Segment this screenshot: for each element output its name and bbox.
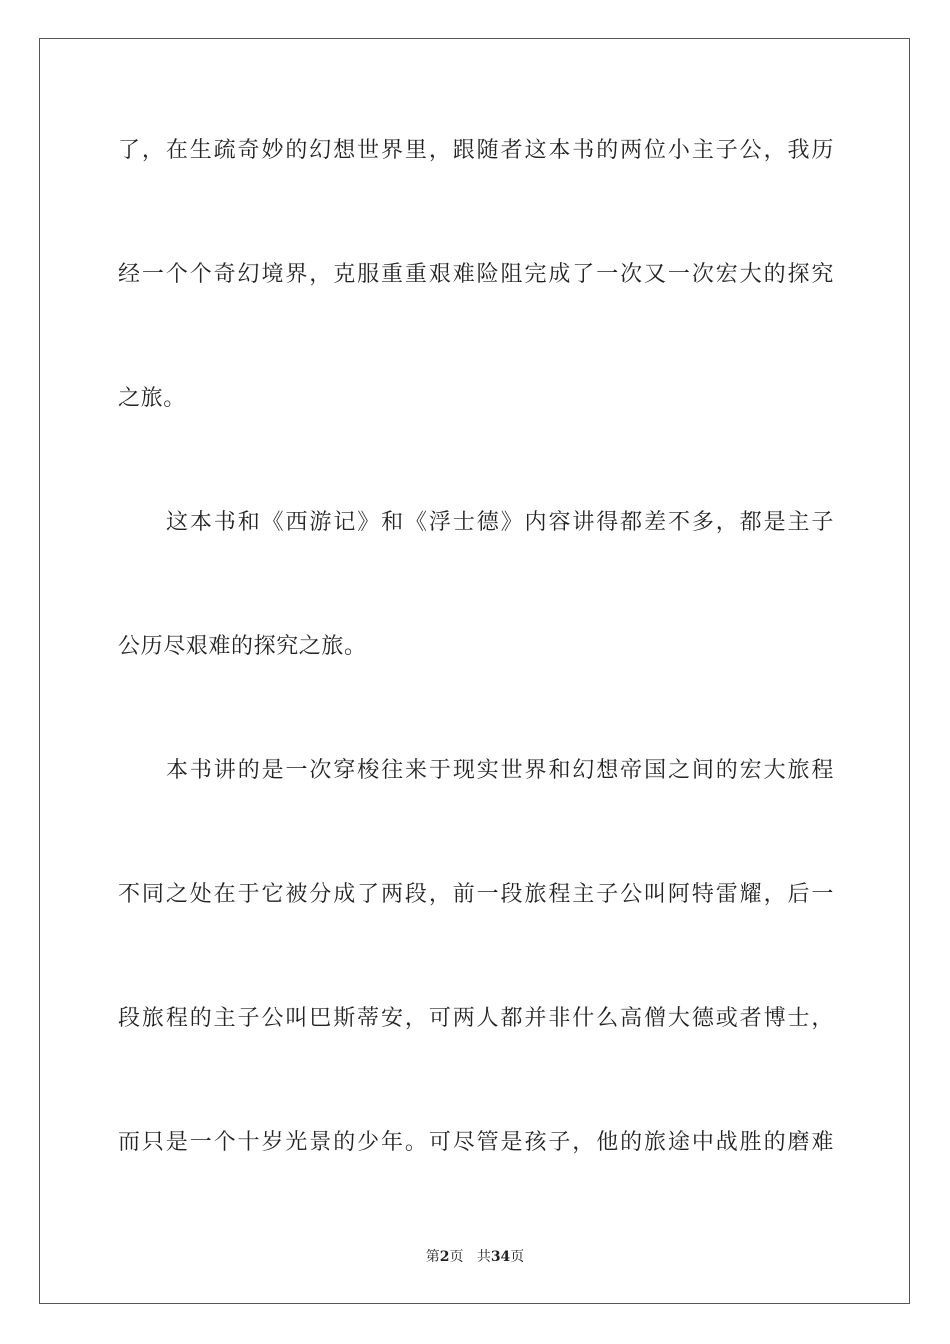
text-line-8: 段旅程的主子公叫巴斯蒂安，可两人都并非什么高僧大德或者博士， bbox=[118, 1006, 834, 1031]
page-number: 2 bbox=[439, 1249, 450, 1265]
text-line-9: 而只是一个十岁光景的少年。可尽管是孩子，他的旅途中战胜的磨难 bbox=[118, 1130, 834, 1155]
text-line-4: 这本书和《西游记》和《浮士德》内容讲得都差不多，都是主子 bbox=[166, 510, 834, 535]
page-suffix: 页 bbox=[449, 1249, 464, 1265]
text-line-1: 了，在生疏奇妙的幻想世界里，跟随者这本书的两位小主子公，我历 bbox=[118, 138, 834, 163]
page-footer bbox=[0, 1248, 950, 1266]
page-prefix: 第 bbox=[425, 1249, 440, 1265]
total-prefix: 共 bbox=[476, 1249, 491, 1265]
text-line-2: 经一个个奇幻境界，克服重重艰难险阻完成了一次又一次宏大的探究 bbox=[118, 262, 834, 287]
text-line-5: 公历尽艰难的探究之旅。 bbox=[118, 634, 367, 659]
text-line-6: 本书讲的是一次穿梭往来于现实世界和幻想帝国之间的宏大旅程 bbox=[166, 758, 834, 783]
text-line-7: 不同之处在于它被分成了两段，前一段旅程主子公叫阿特雷耀，后一 bbox=[118, 882, 834, 907]
total-suffix: 页 bbox=[510, 1249, 525, 1265]
page-border bbox=[39, 38, 910, 1304]
text-line-3: 之旅。 bbox=[118, 386, 186, 411]
total-pages: 34 bbox=[490, 1249, 511, 1265]
